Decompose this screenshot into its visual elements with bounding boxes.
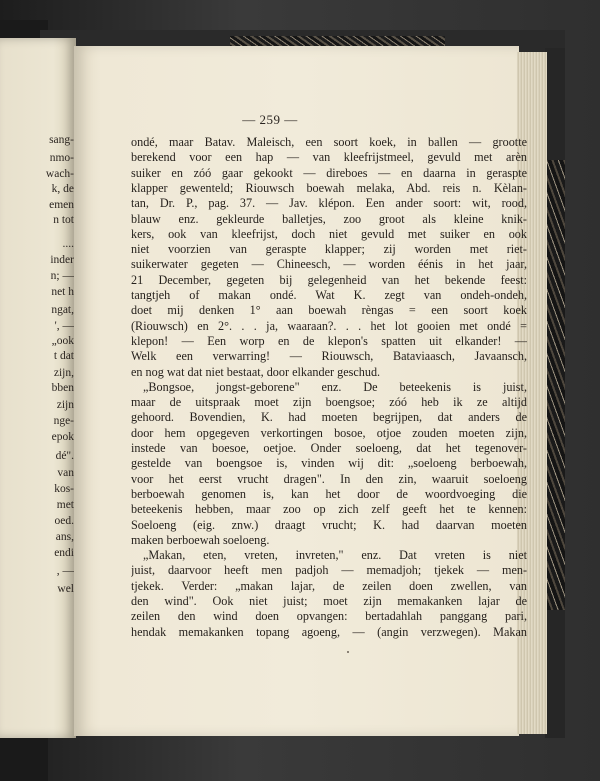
text-line: door hem opgegeven verkortingen bosoe, otjoe zouden moeten zijn, [131, 427, 527, 440]
marbled-edge-right [547, 160, 565, 610]
text-line: maar de uitspraak moet zijn boengsoe; zóó heb ik ze altijd [131, 396, 527, 409]
text-line: beteekenis hebben, maar zoo op zich zelf geeft het te kennen: [131, 503, 527, 516]
facing-page-line: , — [56, 565, 74, 577]
text-line: gestelde van boengsoe is, vinden wij dit: „soeloeng berboewah, [131, 457, 527, 470]
text-line: ondé, maar Batav. Maleisch, een soort koek, in ballen — grootte [131, 136, 527, 149]
text-line: „Makan, eten, vreten, invreten," enz. Dat vreten is niet [143, 549, 527, 562]
text-line: berekend voor een hap — van kleefrijstmeel, gevuld met arèn [131, 151, 527, 164]
facing-page-line: kos- [54, 483, 74, 495]
text-line: hendak memakanken topang agoeng, — (angin verzwegen). Makan [131, 626, 527, 639]
facing-page-line: n; — [50, 270, 74, 282]
facing-page-line: zijn, [53, 367, 74, 379]
text-line: zeilen den wind doen opvangen: bertadahlah panggang pari, [131, 610, 527, 623]
text-line: doet mij denken 1° aan boewah rèngas = een soort koek [131, 304, 527, 317]
facing-page-line: nmo- [49, 152, 74, 164]
text-line: Welk een verwarring! — Riouwsch, Bataviaasch, Javaansch, [131, 350, 527, 363]
facing-page-line: endi [54, 547, 74, 559]
facing-page-line: van [57, 467, 74, 479]
facing-page-line: ngat, [51, 304, 74, 316]
text-line: voor het eerst vrucht dragen". In den zin, waaruit soeloeng [131, 473, 527, 486]
facing-page-line: bben [51, 382, 74, 394]
facing-page-line: wel [57, 583, 74, 595]
text-line: tangtjeh of makan ondé. Wat K. zegt van ondeh-ondeh, [131, 289, 527, 302]
text-line: berboewah genomen is, kan het door de woordvoeging die [131, 488, 527, 501]
text-line: tan, Dr. P., pag. 37. — Jav. klépon. Een ander soort: wit, rood, [131, 197, 527, 210]
facing-page-line: nge- [53, 415, 74, 427]
text-line: „Bongsoe, jongst-geborene" enz. De beteekenis is juist, [143, 381, 527, 394]
facing-page-line: dé". [55, 450, 74, 462]
facing-page-line: emen [49, 199, 74, 211]
facing-page-line: k, de [51, 183, 74, 195]
text-line: Soeloeng (eig. znw.) draagt vrucht; K. had daarvan moeten [131, 519, 527, 532]
text-line: klapper gewenteld; Riouwsch boewah melaka, Abd. reis n. Kèlan- [131, 182, 527, 195]
text-line: en nog wat dat niet bestaat, door elkander geschud. [131, 366, 381, 379]
text-line: gehoord. Bovendien, K. had moeten begrijpen, dat anders de [131, 411, 527, 424]
facing-page-line: .... [62, 238, 74, 250]
facing-page-line: „ook [51, 335, 74, 347]
text-line: 21 December, gegeten bij gelegenheid van het bekende feest: [131, 274, 527, 287]
text-line: kers, ook van kleefrijst, doch niet gevuld met suiker en ook [131, 228, 527, 241]
facing-page-line: ans, [55, 531, 74, 543]
facing-page-line: met [56, 499, 74, 511]
text-line: klepon! — Een worp en de klepon's spatten uit elkander! — [131, 335, 527, 348]
facing-page-line: oed. [54, 515, 74, 527]
facing-page-line: sang- [49, 134, 74, 146]
facing-page-line: zijn [56, 399, 74, 411]
text-line: (Riouwsch) en 2°. . . ja, waaraan?. . . het lot gooien met ondé = [131, 320, 527, 333]
paper-speck [347, 651, 349, 653]
facing-page-line: inder [50, 254, 74, 266]
text-line: maken berboewah soeloeng. [131, 534, 270, 547]
text-line: tjekek. Verder: „makan lajar, de zeilen doen zwellen, van [131, 580, 527, 593]
text-line: suiker en zóó gaar gekookt — direboes — en daarna in geraspte [131, 167, 527, 180]
text-line: instede van boesoe, oetjoe. Onder soeloeng, dat het tegenover- [131, 442, 527, 455]
text-line: blauw enz. gekleurde balletjes, zoo groot als kleine knik- [131, 213, 527, 226]
text-line: niet voorzien van geraspte klapper; zij worden met riet- [131, 243, 527, 256]
facing-page-line: n tot [53, 214, 74, 226]
facing-page-line: epok [51, 431, 74, 443]
facing-page-line: t dat [53, 350, 74, 362]
facing-page-line: wach- [45, 168, 74, 180]
text-line: suikerwater gegeten — Chineesch, — worden éénis in het jaar, [131, 258, 527, 271]
facing-page-line: ', — [54, 320, 74, 332]
text-line: den wind". Ook niet juist; moet zijn memakanken lajar de [131, 595, 527, 608]
text-line: juist, daarvoor heeft men padjoh — memadjoh; tjekek — men- [131, 564, 527, 577]
facing-page-line: net h [51, 286, 74, 298]
page-number: — 259 — [242, 112, 298, 127]
